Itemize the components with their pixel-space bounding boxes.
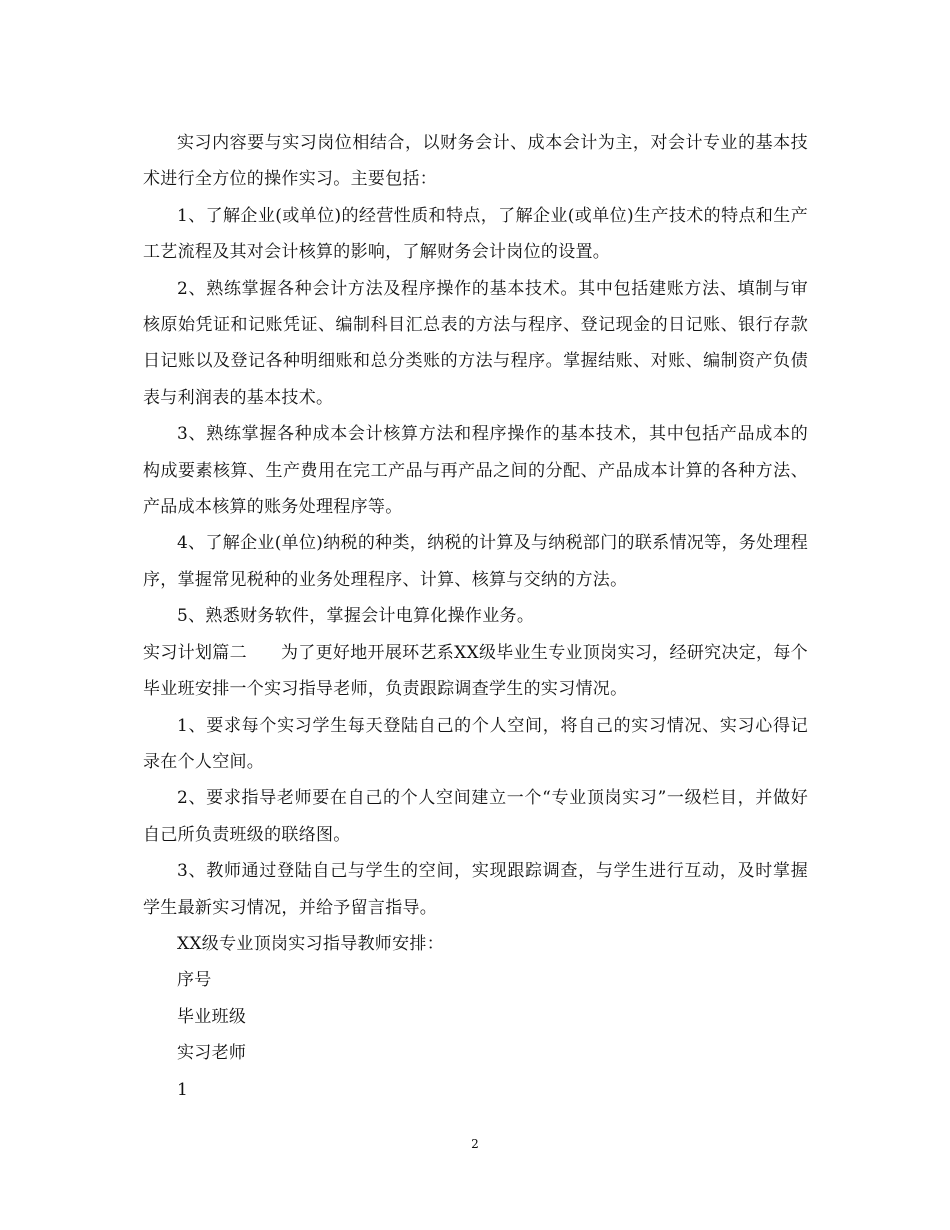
table-header-teacher: 实习老师 — [177, 1043, 247, 1064]
list-item-3: 3、熟练掌握各种成本会计核算方法和程序操作的基本技术，其中包括产品成本的构成要素核算、生产费用在完工产品与再产品之间的分配、产品成本计算的各种方法、产品成本核算的账务处理程序等。 — [143, 424, 808, 518]
list-item-5: 5、熟悉财务软件，掌握会计电算化操作业务。 — [177, 606, 535, 627]
requirement-1: 1、要求每个实习学生每天登陆自己的个人空间，将自己的实习情况、实习心得记录在个人空间。 — [143, 715, 808, 772]
arrangement-title: XX级专业顶岗实习指导教师安排： — [177, 933, 445, 954]
table-header-index: 序号 — [177, 970, 212, 991]
table-header-class: 毕业班级 — [177, 1006, 247, 1027]
page-number: 2 — [471, 1137, 479, 1151]
document-body — [143, 125, 808, 1108]
intro-paragraph: 实习内容要与实习岗位相结合，以财务会计、成本会计为主，对会计专业的基本技术进行全方位的操作实习。主要包括： — [143, 133, 808, 190]
requirement-2: 2、要求指导老师要在自己的个人空间建立一个“专业顶岗实习”一级栏目，并做好自己所负责班级的联络图。 — [143, 788, 808, 845]
section-intro: 为了更好地开展环艺系XX级毕业生专业顶岗实习，经研究决定，每个毕业班安排一个实习指导老师，负责跟踪调查学生的实习情况。 — [143, 642, 808, 700]
list-item-4: 4、了解企业(单位)纳税的种类，纳税的计算及与纳税部门的联系情况等，务处理程序，掌握常见税种的业务处理程序、计算、核算与交纳的方法。 — [143, 533, 808, 590]
section-heading: 实习计划篇二 — [143, 642, 247, 663]
table-cell-index: 1 — [177, 1079, 189, 1100]
list-item-2: 2、熟练掌握各种会计方法及程序操作的基本技术。其中包括建账方法、填制与审核原始凭证和记账凭证、编制科目汇总表的方法与程序、登记现金的日记账、银行存款日记账以及登记各种明细账和总分类账的方法与程序。掌握结账、对账、编制资产负债表与利润表的基本技术。 — [143, 278, 808, 408]
section-two-paragraph — [143, 635, 808, 708]
list-item-1: 1、了解企业(或单位)的经营性质和特点，了解企业(或单位)生产技术的特点和生产工艺流程及其对会计核算的影响，了解财务会计岗位的设置。 — [143, 205, 808, 263]
requirement-3: 3、教师通过登陆自己与学生的空间，实现跟踪调查，与学生进行互动，及时掌握学生最新实习情况，并给予留言指导。 — [143, 861, 808, 918]
